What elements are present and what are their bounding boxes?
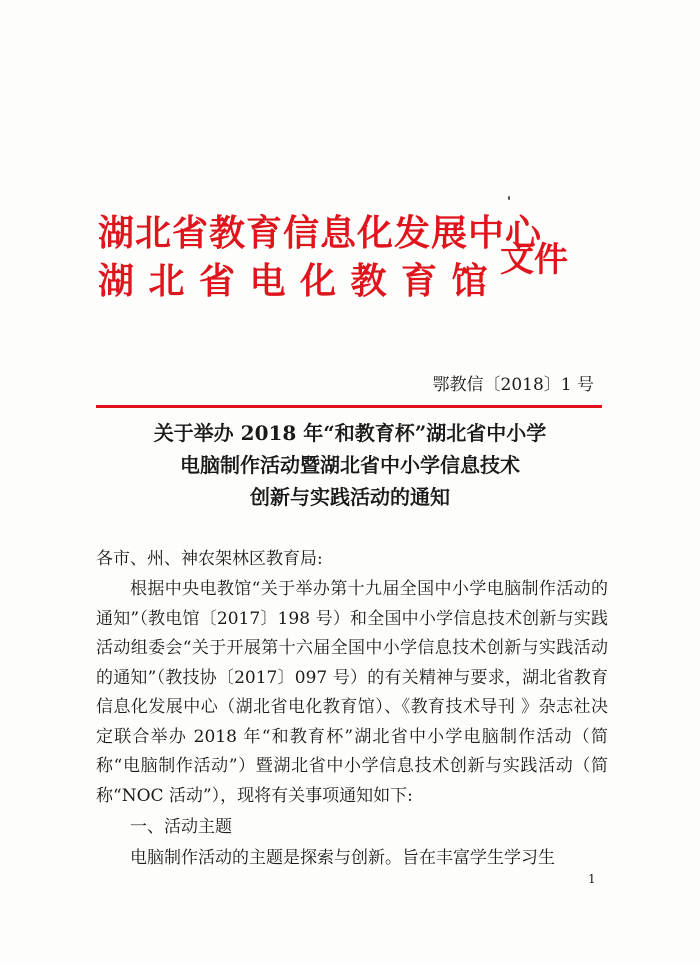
notice-title-line1: 关于举办 2018 年“和教育杯”湖北省中小学	[153, 421, 547, 445]
addressee: 各市、州、神农架林区教育局:	[96, 549, 323, 569]
body-paragraph-2: 电脑制作活动的主题是探索与创新。旨在丰富学生学习生	[130, 848, 555, 868]
red-divider-line	[96, 405, 602, 408]
document-type-label: 文件	[500, 240, 568, 280]
body-paragraph-1: 根据中央电教馆“关于举办第十九届全国中小学电脑制作活动的通知”（教电馆〔2017〕198 号）和全国中小学信息技术创新与实践活动组委会“关于开展第十六届全国中小学信息技术创新与实践活动的通知”（教技协〔2017〕097 号）的有关精神与要求，湖北省教育信息化发展中心（湖北省电化教育馆）、《教育技术导刊 》杂志社决定联合举办 2018 年“和教育杯”湖北省中小学电脑制作活动（简称“电脑制作活动”）暨湖北省中小学信息技术创新与实践活动（简称“NOC 活动”），现将有关事项通知如下:	[96, 579, 608, 806]
issuer-name-line1: 湖北省教育信息化发展中心	[98, 213, 543, 254]
page-number: 1	[588, 872, 596, 886]
section-heading-theme: 一、活动主题	[130, 817, 232, 837]
notice-title-line2: 电脑制作活动暨湖北省中小学信息技术	[180, 453, 520, 477]
document-number: 鄂教信〔2018〕1 号	[432, 375, 594, 395]
notice-title-line3: 创新与实践活动的通知	[250, 485, 450, 509]
issuer-name-line2: 湖北省电化教育馆	[98, 261, 503, 302]
scan-speck	[508, 196, 510, 200]
